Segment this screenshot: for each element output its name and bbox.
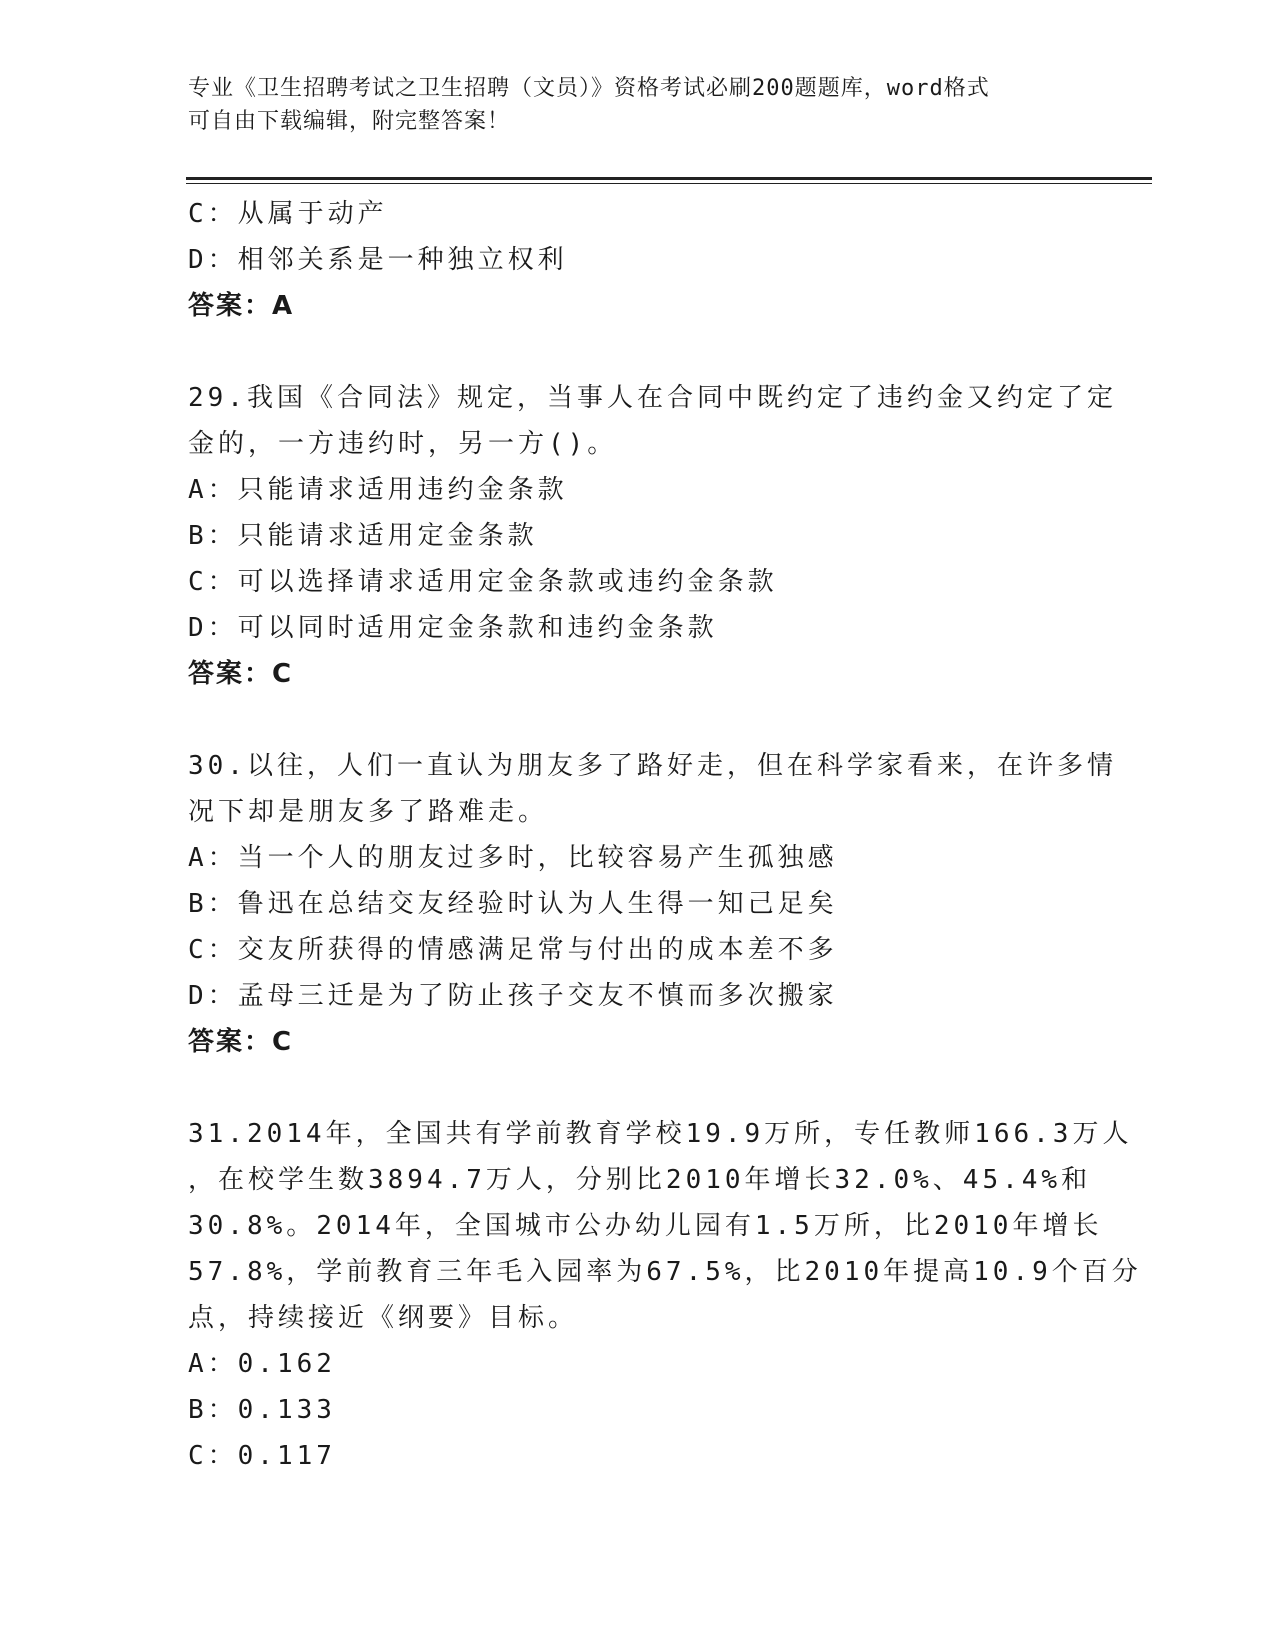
question-stem: 31.2014年，全国共有学前教育学校19.9万所，专任教师166.3万人 (188, 1119, 1133, 1149)
question-30 (188, 743, 1117, 1065)
question-stem: 29.我国《合同法》规定，当事人在合同中既约定了违约金又约定了定 (188, 383, 1117, 413)
question-stem: 点，持续接近《纲要》目标。 (188, 1303, 579, 1333)
question-content (188, 191, 1142, 1479)
option-a: A：只能请求适用违约金条款 (188, 475, 568, 505)
option-b: B：鲁迅在总结交友经验时认为人生得一知己足矣 (188, 889, 838, 919)
question-28 (188, 191, 1088, 329)
header-divider-thin (186, 183, 1152, 184)
question-29 (188, 375, 1117, 697)
header-title-line-2: 可自由下载编辑，附完整答案！ (188, 109, 511, 134)
option-a: A：0.162 (188, 1349, 336, 1379)
question-stem: 57.8%，学前教育三年毛入园率为67.5%，比2010年提高10.9个百分 (188, 1257, 1142, 1287)
option-b: B：0.133 (188, 1395, 336, 1425)
answer: 答案：A (188, 291, 295, 321)
spacer (188, 1065, 1088, 1111)
header-divider-thick (186, 177, 1152, 180)
spacer (188, 697, 1088, 743)
question-stem: 况下却是朋友多了路难走。 (188, 797, 549, 827)
option-c: C：0.117 (188, 1441, 336, 1471)
header-title-line-1: 专业《卫生招聘考试之卫生招聘（文员）》资格考试必刷200题题库，word格式 (188, 76, 990, 101)
answer: 答案：C (188, 1027, 294, 1057)
option-b: B：只能请求适用定金条款 (188, 521, 538, 551)
question-31 (188, 1111, 1142, 1479)
question-stem: 30.8%。2014年，全国城市公办幼儿园有1.5万所，比2010年增长 (188, 1211, 1103, 1241)
question-stem: 30.以往，人们一直认为朋友多了路好走，但在科学家看来，在许多情 (188, 751, 1117, 781)
page-header (188, 72, 1068, 138)
option-c: C：可以选择请求适用定金条款或违约金条款 (188, 567, 778, 597)
option-a: A：当一个人的朋友过多时，比较容易产生孤独感 (188, 843, 838, 873)
option-d: D：相邻关系是一种独立权利 (188, 245, 568, 275)
option-d: D：孟母三迁是为了防止孩子交友不慎而多次搬家 (188, 981, 838, 1011)
option-c: C：从属于动产 (188, 199, 388, 229)
spacer (188, 329, 1088, 375)
question-stem: 金的，一方违约时，另一方()。 (188, 429, 618, 459)
option-d: D：可以同时适用定金条款和违约金条款 (188, 613, 718, 643)
option-c: C：交友所获得的情感满足常与付出的成本差不多 (188, 935, 838, 965)
question-stem: ，在校学生数3894.7万人，分别比2010年增长32.0%、45.4%和 (188, 1165, 1092, 1195)
answer: 答案：C (188, 659, 294, 689)
